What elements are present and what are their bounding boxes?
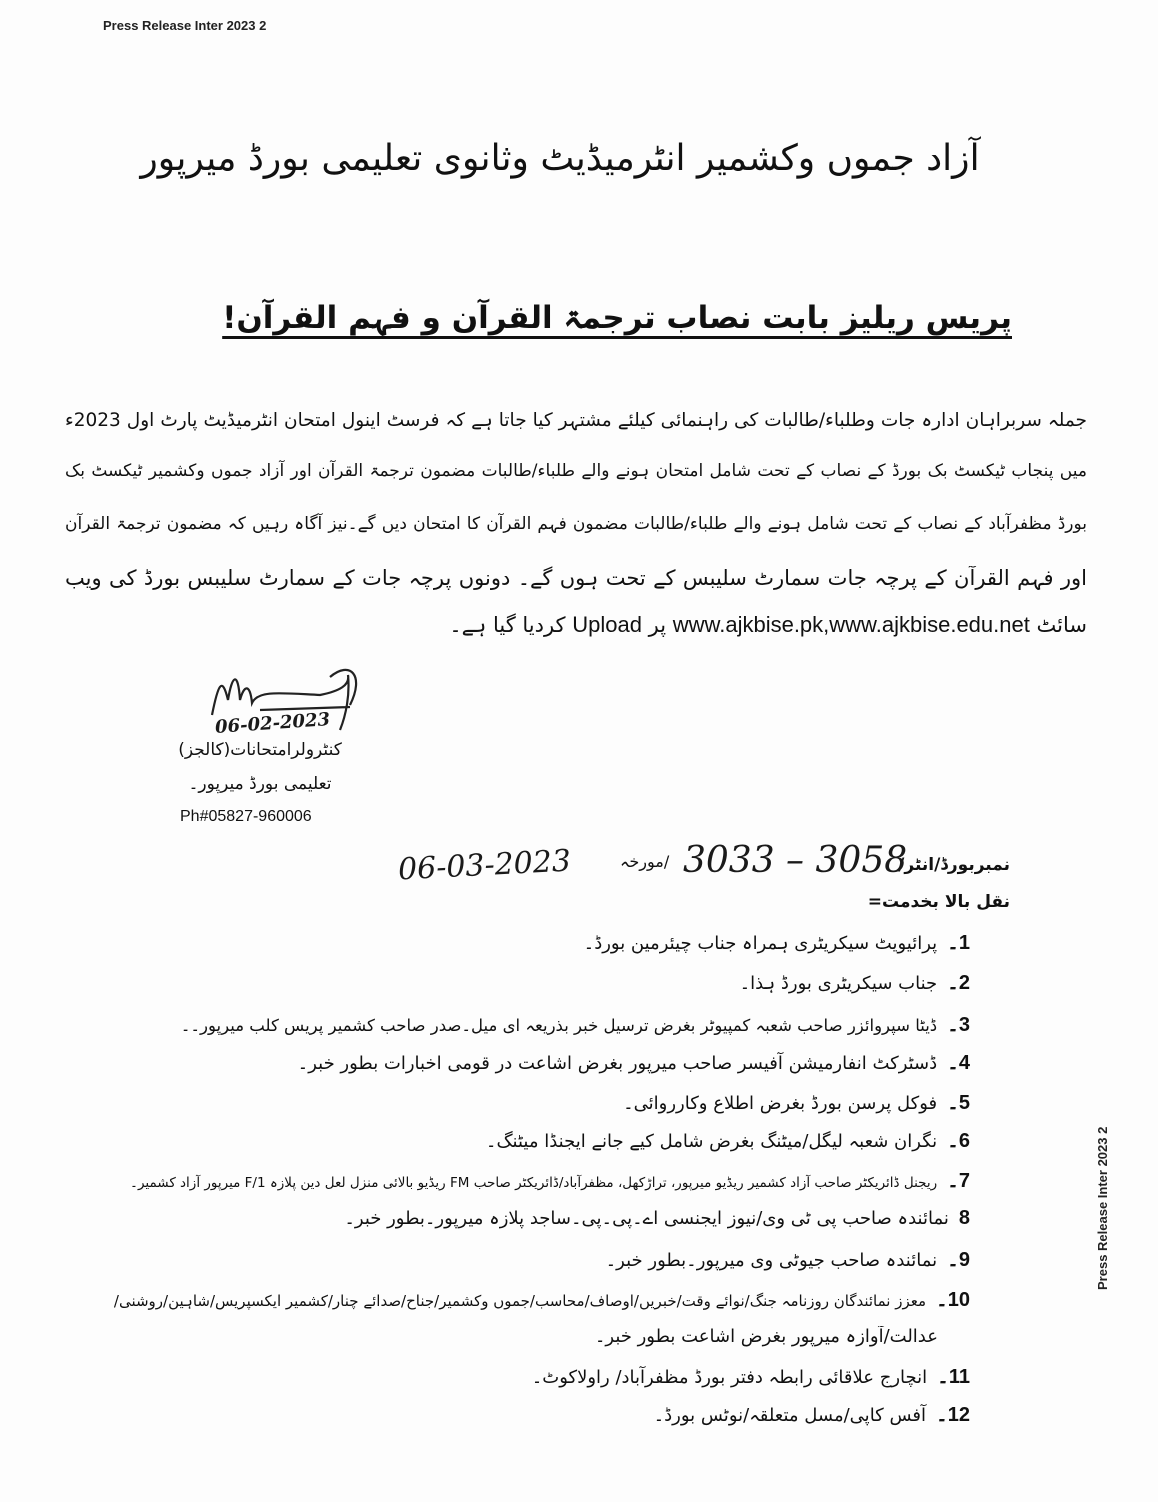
site-word: سائٹ (1036, 613, 1087, 637)
distribution-item (181, 1012, 970, 1037)
distribution-item (130, 1168, 970, 1193)
item-number: 12۔ (936, 1404, 970, 1426)
item-text: انچارج علاقائی رابطہ دفتر بورڈ مظفرآباد/ راولاکوٹ۔ (531, 1367, 928, 1388)
body-line-last (449, 612, 1087, 638)
item-number: 6۔ (947, 1130, 970, 1152)
item-text: جناب سیکریٹری بورڈ ہذا۔ (739, 973, 938, 994)
body-line: بورڈ مظفرآباد کے نصاب کے تحت شامل ہونے والے طلباء/طالبات مضمون فہم القرآن کا امتحان دیں گے۔نیز آگاہ رہیں کہ مضمون ترجمۃ القرآن (65, 514, 1087, 534)
item-text: نمائندہ صاحب جیوٹی وی میرپور۔بطور خبر۔ (605, 1250, 938, 1271)
item-number: 10۔ (936, 1289, 970, 1311)
item-text: آفس کاپی/مسل متعلقہ/نوٹس بورڈ۔ (653, 1405, 927, 1426)
item-number: 3۔ (947, 1014, 970, 1036)
dated-label: /مورخہ (620, 852, 670, 871)
office: تعلیمی بورڈ میرپور۔ (188, 774, 332, 794)
copy-to-label: نقل بالا بخدمت= (867, 892, 1010, 912)
item-text: نگران شعبہ لیگل/میٹنگ بغرض شامل کیے جانے ایجنڈا میٹنگ۔ (485, 1131, 938, 1152)
item-number: 2۔ (947, 972, 970, 994)
reference-date: 06-03-2023 (397, 843, 572, 888)
item-text: فوکل پرسن بورڈ بغرض اطلاع وکارروائی۔ (623, 1093, 938, 1114)
distribution-item-continuation: عدالت/آوازہ میرپور بغرض اشاعت بطور خبر۔ (594, 1326, 938, 1347)
designation: کنٹرولرامتحانات(کالجز) (178, 740, 342, 760)
item-text: پرائیویٹ سیکریٹری ہمراہ جناب چیئرمین بورڈ۔ (583, 933, 938, 954)
distribution-item (623, 1090, 970, 1115)
item-number: 1۔ (947, 932, 970, 954)
website-links[interactable]: www.ajkbise.pk,www.ajkbise.edu.net (672, 612, 1030, 637)
item-text: نمائندہ صاحب پی ٹی وی/نیوز ایجنسی اے۔پی۔پی۔ساجد پلازہ میرپور۔بطور خبر۔ (344, 1208, 949, 1229)
item-number: 8 (958, 1207, 970, 1229)
item-number: 4۔ (947, 1052, 970, 1074)
item-number: 9۔ (947, 1249, 970, 1271)
item-number: 7۔ (947, 1170, 970, 1192)
par-word: پر (648, 613, 667, 637)
reference-number-label: نمبربورڈ/انٹر/ (898, 855, 1010, 875)
body-line: جملہ سربراہان ادارہ جات وطلباء/طالبات کی راہنمائی کیلئے مشتہر کیا جاتا ہے کہ فرسٹ اینول امتحان انٹرمیڈیٹ پارٹ اول 2023ء (65, 410, 1087, 431)
done-phrase: کردیا گیا ہے۔ (449, 613, 566, 637)
item-number: 11۔ (937, 1366, 970, 1388)
press-release-subtitle: پریس ریلیز بابت نصاب ترجمۃ القرآن و فہم القرآن! (222, 300, 1012, 336)
distribution-item (654, 1402, 970, 1427)
distribution-item (114, 1287, 970, 1312)
distribution-item (298, 1050, 970, 1075)
reference-number-range: 3033 – 3058 (683, 840, 908, 881)
signed-date: 06-02-2023 (214, 709, 331, 738)
item-number: 5۔ (947, 1092, 970, 1114)
distribution-item (532, 1364, 970, 1389)
distribution-item (486, 1128, 970, 1153)
item-text: ڈسٹرکٹ انفارمیشن آفیسر صاحب میرپور بغرض اشاعت در قومی اخبارات بطور خبر۔ (297, 1053, 938, 1074)
item-text: معزز نمائندگان روزنامہ جنگ/نوائے وقت/خبریں/اوصاف/محاسب/جموں وکشمیر/جناح/صدائے چنار/کشمیر ایکسپریس/شاہین/روشنی/ (113, 1292, 927, 1310)
item-text: ڈیٹا سپروائزر صاحب شعبہ کمپیوٹر بغرض ترسیل خبر بذریعہ ای میل۔صدر صاحب کشمیر پریس کلب میرپور۔۔ (180, 1016, 938, 1035)
upload-word: Upload (572, 612, 642, 637)
board-title: آزاد جموں وکشمیر انٹرمیڈیٹ وثانوی تعلیمی بورڈ میرپور (140, 138, 980, 179)
distribution-item (606, 1247, 970, 1272)
running-header: Press Release Inter 2023 2 (103, 18, 267, 33)
distribution-item (740, 970, 970, 995)
running-header-vertical: Press Release Inter 2023 2 (1095, 1126, 1110, 1290)
item-text: ریجنل ڈائریکٹر صاحب آزاد کشمیر ریڈیو میرپور، تراڑکھل، مظفرآباد/ڈائریکٹر صاحب FM ریڈیو بالائی منزل لعل دین پلازہ F/1 میرپور آزاد کشمیر۔ (130, 1175, 938, 1191)
body-line: میں پنجاب ٹیکسٹ بک بورڈ کے نصاب کے تحت شامل امتحان ہونے والے طلباء/طالبات مضمون ترجمۃ القرآن اور آزاد جموں وکشمیر ٹیکسٹ بک (65, 461, 1087, 481)
body-line: اور فہم القرآن کے پرچہ جات سمارٹ سلیبس کے تحت ہوں گے۔ دونوں پرچہ جات کے سمارٹ سلیبس بورڈ کی ویب (65, 566, 1087, 590)
distribution-item (344, 1207, 970, 1230)
distribution-item (584, 930, 970, 955)
phone-number: Ph#05827-960006 (180, 808, 312, 825)
